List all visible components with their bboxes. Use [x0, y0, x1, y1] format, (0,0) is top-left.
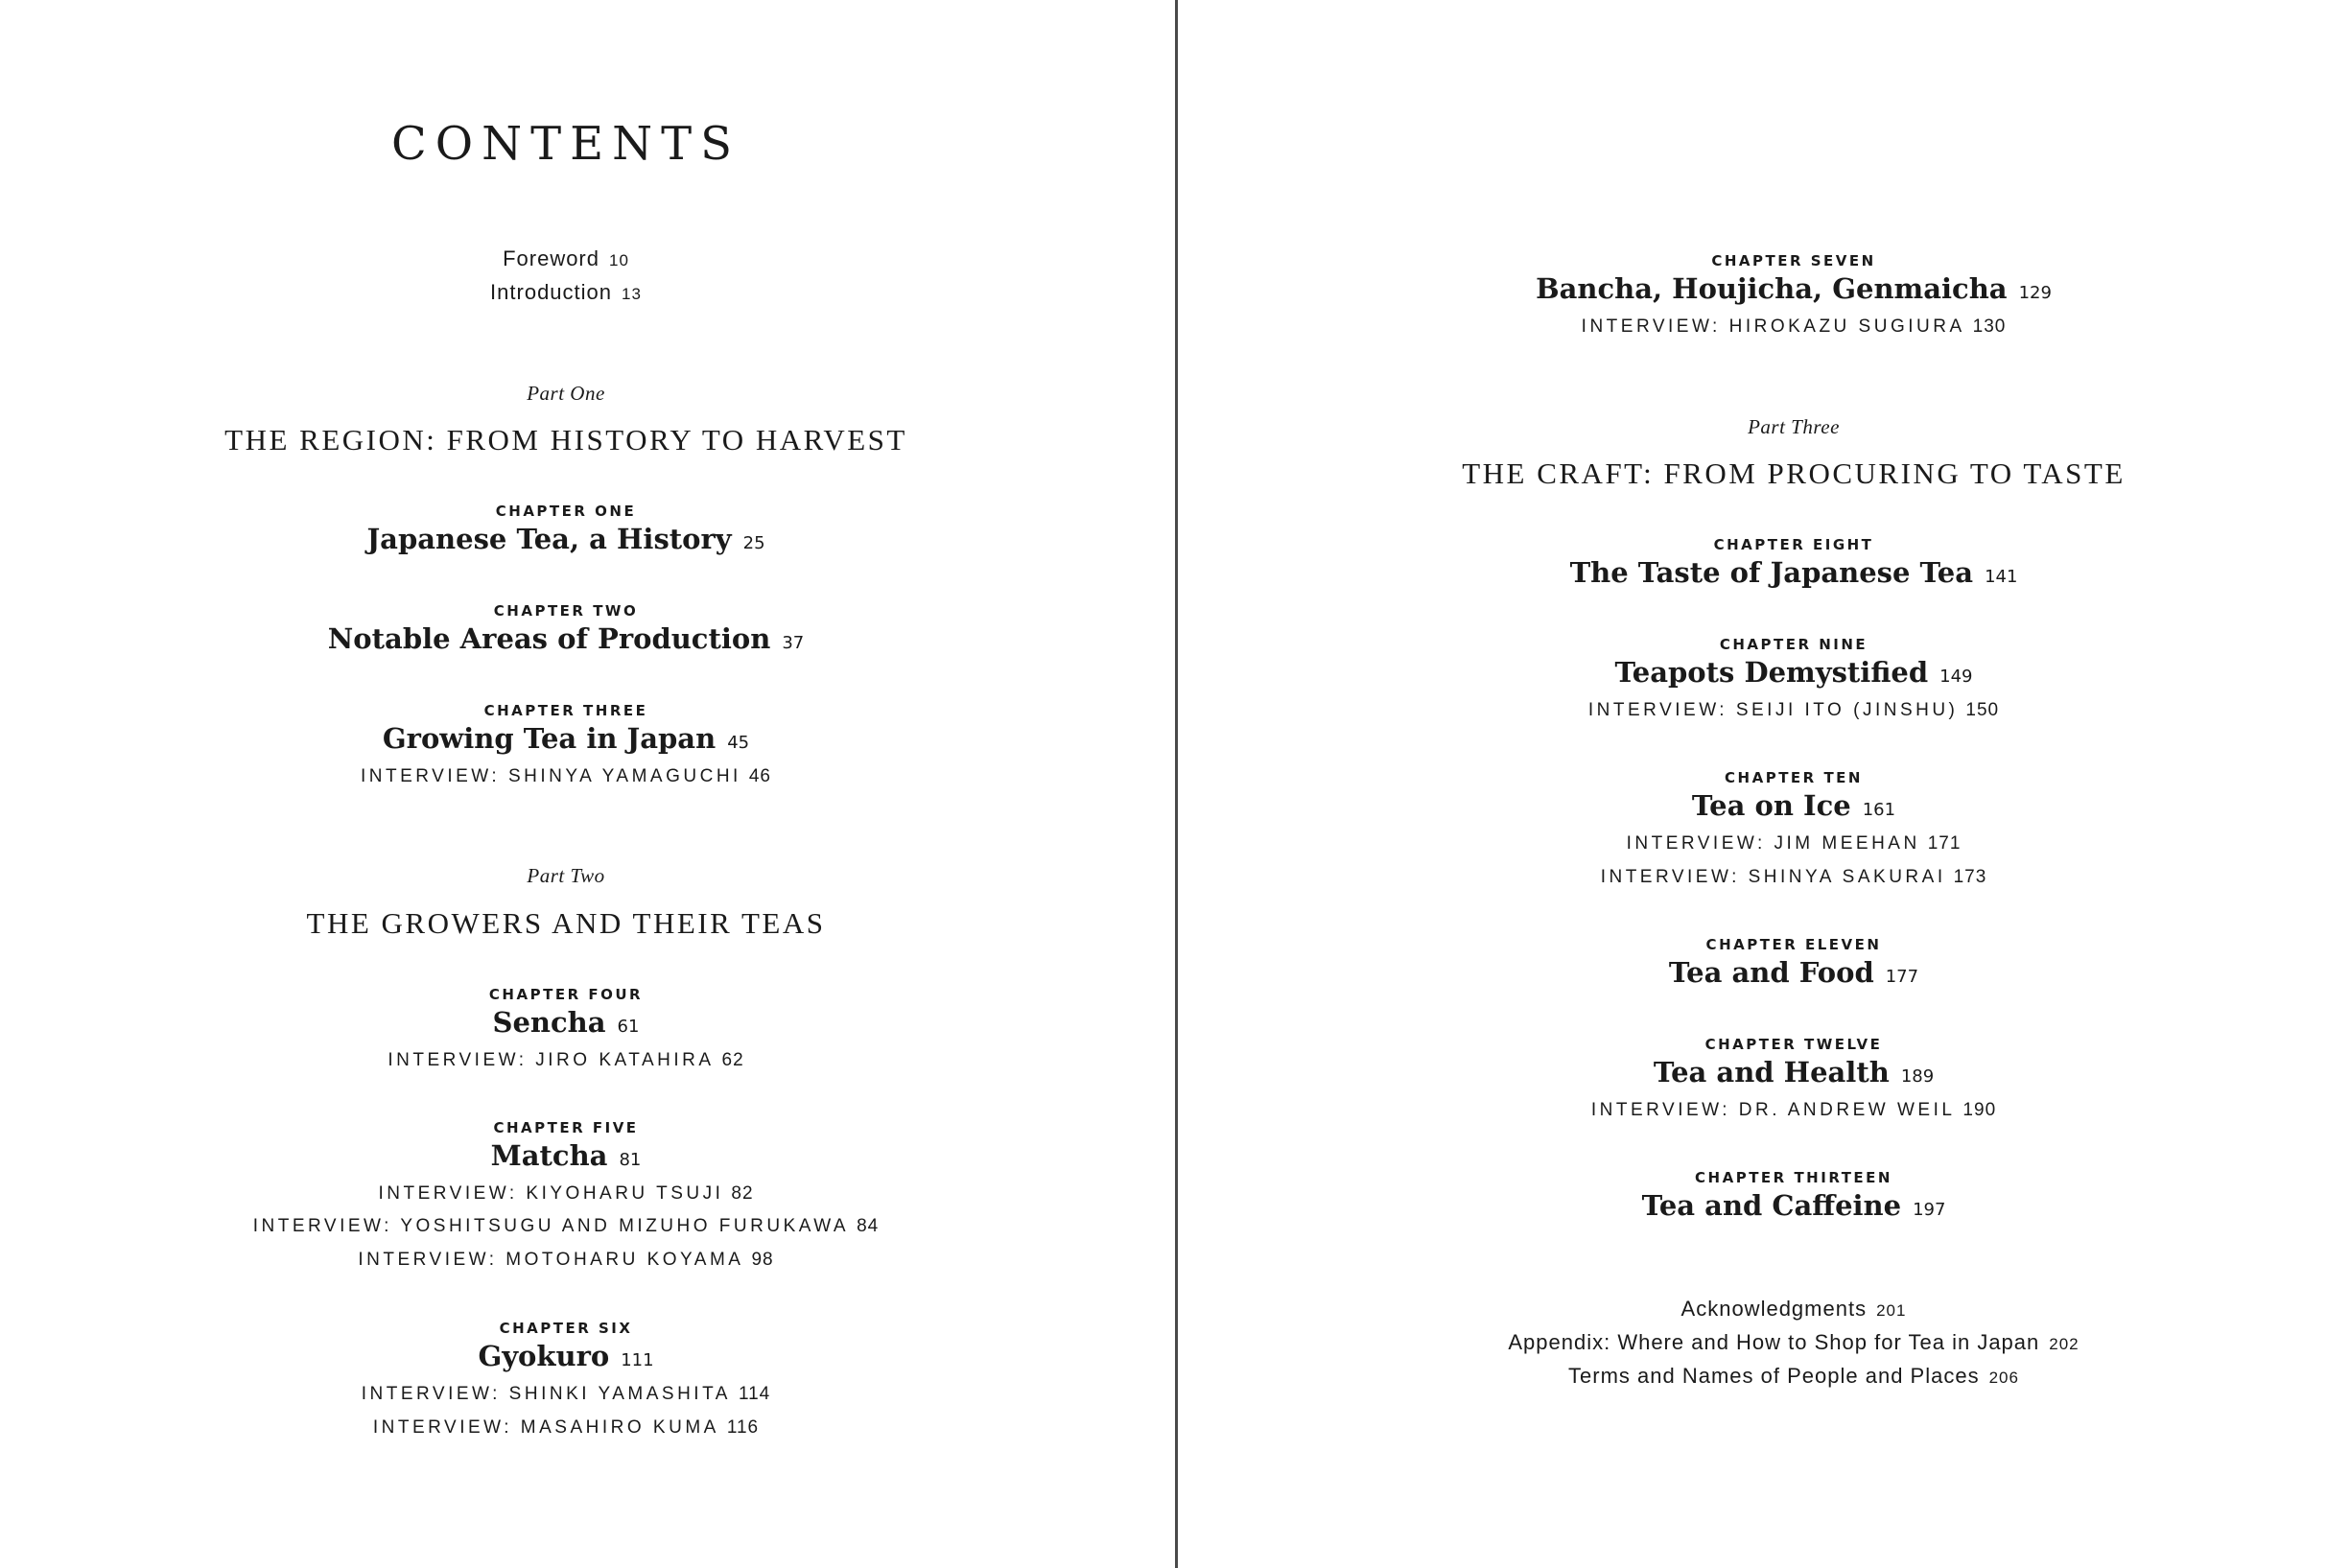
interview-label: INTERVIEW: HIROKAZU SUGIURA — [1581, 316, 1965, 337]
interview-label: INTERVIEW: SHINKI YAMASHITA — [361, 1384, 731, 1404]
interview-label: INTERVIEW: JIM MEEHAN — [1626, 833, 1920, 854]
toc-entry-chapter-two[interactable] — [328, 622, 804, 655]
toc-entry-chapter-eleven[interactable] — [1669, 956, 1918, 989]
chapter-title: Tea and Food — [1668, 956, 1874, 989]
toc-entry-interview[interactable] — [253, 1216, 880, 1237]
chapter-title: Teapots Demystified — [1614, 656, 1929, 689]
page-number: 46 — [748, 766, 771, 786]
toc-entry-chapter-eight[interactable] — [1570, 556, 2018, 589]
chapter-title: Growing Tea in Japan — [382, 722, 717, 755]
toc-entry-interview[interactable] — [1591, 1100, 1996, 1121]
chapter-label: CHAPTER ONE — [495, 503, 637, 520]
entry-label: Appendix: Where and How to Shop for Tea in Japan — [1508, 1330, 2040, 1354]
entry-label: Foreword — [503, 246, 599, 270]
page-number: 130 — [1972, 316, 2007, 337]
chapter-label: CHAPTER TWO — [493, 602, 639, 620]
toc-entry-acknowledgments[interactable] — [1681, 1297, 1907, 1322]
interview-label: INTERVIEW: YOSHITSUGU AND MIZUHO FURUKAWA — [252, 1216, 850, 1236]
toc-entry-chapter-thirteen[interactable] — [1642, 1189, 1946, 1222]
chapter-title: Sencha — [492, 1006, 606, 1039]
book-spine-divider — [1175, 0, 1178, 1568]
page-number: 116 — [726, 1417, 760, 1438]
part-two-label: Part Two — [527, 864, 605, 887]
toc-entry-chapter-nine[interactable] — [1615, 656, 1973, 689]
interview-label: INTERVIEW: JIRO KATAHIRA — [388, 1050, 715, 1070]
chapter-title: Tea and Health — [1653, 1056, 1890, 1088]
interview-label: INTERVIEW: DR. ANDREW WEIL — [1590, 1100, 1956, 1120]
page-number: 45 — [727, 733, 750, 753]
toc-entry-chapter-five[interactable] — [491, 1139, 642, 1172]
chapter-label: CHAPTER ELEVEN — [1705, 936, 1882, 953]
toc-entry-interview[interactable] — [362, 1384, 770, 1405]
toc-entry-chapter-one[interactable] — [366, 523, 764, 555]
chapter-title: Tea and Caffeine — [1641, 1189, 1902, 1222]
chapter-label: CHAPTER FIVE — [493, 1119, 639, 1136]
toc-entry-interview[interactable] — [1582, 316, 2007, 338]
right-page — [1180, 0, 2350, 1568]
page-number: 82 — [731, 1183, 754, 1204]
interview-label: INTERVIEW: SHINYA SAKURAI — [1600, 867, 1946, 887]
page-number: 177 — [1885, 967, 1919, 987]
page-number: 201 — [1876, 1301, 1907, 1320]
part-three-label: Part Three — [1748, 415, 1840, 438]
chapter-label: CHAPTER SEVEN — [1711, 252, 1876, 269]
toc-entry-chapter-ten[interactable] — [1692, 789, 1895, 822]
page-number: 114 — [738, 1384, 771, 1404]
page-number: 84 — [857, 1216, 880, 1236]
interview-label: INTERVIEW: KIYOHARU TSUJI — [378, 1183, 724, 1204]
interview-label: INTERVIEW: MOTOHARU KOYAMA — [358, 1250, 744, 1270]
page-number: 161 — [1862, 800, 1896, 820]
chapter-label: CHAPTER THIRTEEN — [1695, 1169, 1892, 1186]
page-number: 189 — [1900, 1066, 1935, 1087]
chapter-label: CHAPTER THREE — [483, 702, 648, 719]
toc-entry-chapter-four[interactable] — [493, 1006, 640, 1039]
toc-entry-chapter-seven[interactable] — [1536, 272, 2052, 305]
chapter-label: CHAPTER EIGHT — [1713, 536, 1874, 553]
page-number: 98 — [751, 1250, 774, 1270]
page-number: 13 — [622, 285, 642, 303]
toc-entry-interview[interactable] — [1588, 700, 1999, 721]
part-one-label: Part One — [527, 382, 605, 405]
page-number: 81 — [619, 1150, 642, 1170]
part-two-title: THE GROWERS AND THEIR TEAS — [306, 906, 826, 940]
page-number: 25 — [742, 533, 765, 553]
toc-entry-interview[interactable] — [388, 1050, 743, 1071]
chapter-label: CHAPTER SIX — [499, 1320, 633, 1337]
chapter-title: The Taste of Japanese Tea — [1569, 556, 1974, 589]
page-number: 149 — [1939, 667, 1973, 687]
toc-entry-chapter-twelve[interactable] — [1654, 1056, 1934, 1088]
page-number: 202 — [2049, 1335, 2080, 1353]
page-number: 206 — [1988, 1369, 2019, 1387]
toc-entry-interview[interactable] — [378, 1183, 753, 1205]
part-one-title: THE REGION: FROM HISTORY TO HARVEST — [224, 423, 907, 456]
chapter-title: Bancha, Houjicha, Genmaicha — [1536, 272, 2008, 305]
page-number: 37 — [782, 633, 805, 653]
part-three-title: THE CRAFT: FROM PROCURING TO TASTE — [1462, 456, 2126, 490]
toc-entry-introduction[interactable] — [490, 280, 642, 305]
page-number: 61 — [617, 1017, 640, 1037]
page-number: 111 — [621, 1350, 654, 1370]
chapter-title: Gyokuro — [478, 1340, 610, 1372]
entry-label: Introduction — [490, 280, 613, 304]
page-number: 173 — [1953, 867, 1987, 887]
toc-entry-interview[interactable] — [1601, 867, 1987, 888]
chapter-title: Japanese Tea, a History — [366, 523, 732, 555]
chapter-title: Notable Areas of Production — [327, 622, 771, 655]
entry-label: Acknowledgments — [1680, 1297, 1868, 1321]
entry-label: Terms and Names of People and Places — [1568, 1364, 1980, 1388]
contents-heading: CONTENTS — [390, 117, 741, 171]
toc-entry-appendix[interactable] — [1508, 1330, 2079, 1355]
toc-entry-chapter-six[interactable] — [478, 1340, 653, 1372]
interview-label: INTERVIEW: MASAHIRO KUMA — [372, 1417, 719, 1438]
toc-entry-interview[interactable] — [358, 1250, 773, 1271]
chapter-label: CHAPTER TWELVE — [1704, 1036, 1883, 1053]
chapter-title: Matcha — [490, 1139, 608, 1172]
toc-entry-terms-and-names[interactable] — [1568, 1364, 2019, 1389]
chapter-label: CHAPTER TEN — [1725, 769, 1863, 786]
interview-label: INTERVIEW: SHINYA YAMAGUCHI — [361, 766, 741, 786]
page-number: 171 — [1927, 833, 1962, 854]
page-number: 141 — [1985, 567, 2018, 587]
chapter-label: CHAPTER NINE — [1719, 636, 1868, 653]
page-number: 150 — [1965, 700, 2000, 720]
toc-entry-interview[interactable] — [1627, 833, 1962, 854]
page-number: 10 — [609, 251, 629, 269]
chapter-label: CHAPTER FOUR — [488, 986, 644, 1003]
page-number: 62 — [721, 1050, 744, 1070]
toc-entry-interview[interactable] — [361, 766, 771, 787]
toc-entry-interview[interactable] — [373, 1417, 759, 1439]
chapter-title: Tea on Ice — [1691, 789, 1851, 822]
page-number: 197 — [1913, 1200, 1946, 1220]
interview-label: INTERVIEW: SEIJI ITO (JINSHU) — [1587, 700, 1959, 720]
toc-entry-chapter-three[interactable] — [383, 722, 749, 755]
page-number: 129 — [2018, 283, 2052, 303]
toc-entry-foreword[interactable] — [503, 246, 629, 271]
page-number: 190 — [1962, 1100, 1997, 1120]
